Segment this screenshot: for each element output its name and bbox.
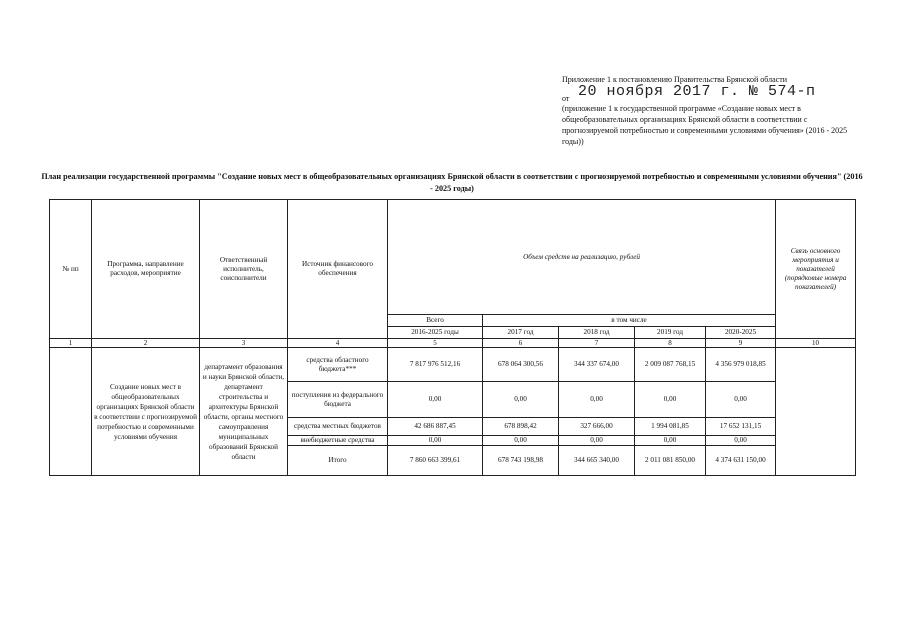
y2017-cell: 0,00 [483,436,559,446]
y2019-cell: 0,00 [635,382,706,418]
appendix-line: Приложение 1 к постановлению Правительства Брянской области [562,75,787,84]
header-executor: Ответственный исполнитель, соисполнители [200,200,288,339]
y2018-cell: 0,00 [559,382,635,418]
total-cell: 7 860 663 399,61 [388,446,483,476]
header-program: Программа, направление расходов, мероприятие [92,200,200,339]
source-cell: средства областного бюджета*** [288,348,388,382]
header-row [50,200,856,315]
column-number-row [50,339,856,348]
y2018-cell: 0,00 [559,436,635,446]
y2018-cell: 344 665 340,00 [559,446,635,476]
appendix-header [562,74,862,147]
header-2018: 2018 год [559,327,635,339]
y2017-cell: 678 743 198,98 [483,446,559,476]
col-number: 9 [706,339,776,348]
y2020-cell: 17 652 131,15 [706,418,776,436]
col-number: 7 [559,339,635,348]
header-volume: Объем средств на реализацию, рублей [388,200,776,315]
y2019-cell: 2 009 087 768,15 [635,348,706,382]
col-number: 10 [776,339,856,348]
date-line [562,85,862,103]
header-2020: 2020-2025 [706,327,776,339]
header-including: в том числе [483,315,776,327]
y2019-cell: 0,00 [635,436,706,446]
y2019-cell: 2 011 081 850,00 [635,446,706,476]
total-cell: 0,00 [388,382,483,418]
total-cell: 42 686 887,45 [388,418,483,436]
header-2017: 2017 год [483,327,559,339]
y2018-cell: 327 666,00 [559,418,635,436]
source-cell: средства местных бюджетов [288,418,388,436]
source-cell: Итого [288,446,388,476]
header-num: № пп [50,200,92,339]
col-number: 4 [288,339,388,348]
link-cell [776,348,856,476]
col-number: 1 [50,339,92,348]
col-number: 2 [92,339,200,348]
source-cell: внебюджетные средства [288,436,388,446]
col-number: 3 [200,339,288,348]
total-cell: 0,00 [388,436,483,446]
col-number: 6 [483,339,559,348]
table-row [50,348,856,382]
y2017-cell: 678 898,42 [483,418,559,436]
total-cell: 7 817 976 512,16 [388,348,483,382]
y2020-cell: 4 374 631 150,00 [706,446,776,476]
header-source: Источник финансового обеспечения [288,200,388,339]
y2017-cell: 678 064 300,56 [483,348,559,382]
header-2019: 2019 год [635,327,706,339]
decree-number-stamp: 20 ноября 2017 г. № 574-п [578,83,816,100]
y2017-cell: 0,00 [483,382,559,418]
col-number: 8 [635,339,706,348]
col-number: 5 [388,339,483,348]
y2018-cell: 344 337 674,00 [559,348,635,382]
appendix-subtitle: (приложение 1 к государственной программе «Создание новых мест в общеобразовательных организациях Брянской области в соответствии с прогнозируемой потребностью и современными условиями обучения» (2016 - 2025 годы)) [562,104,848,146]
plan-title: План реализации государственной программы "Создание новых мест в общеобразовательных организациях Брянской области в соответствии с прогнозируемой потребностью и современными условиями обучения" (2016 - 2025 годы) [41,172,863,193]
y2019-cell: 1 994 081,85 [635,418,706,436]
executor-cell: департамент образования и науки Брянской области, департамент строительства и архитектуры Брянской области, органы местного самоуправления муниципальных образований Брянской области [200,348,288,476]
source-cell: поступления из федерального бюджета [288,382,388,418]
header-total-years: 2016-2025 годы [388,327,483,339]
y2020-cell: 4 356 979 018,85 [706,348,776,382]
program-cell: Создание новых мест в общеобразовательных организациях Брянской области в соответствии с прогнозируемой потребностью и современными условиями обучения [92,348,200,476]
date-prefix: от [562,94,570,103]
header-total: Всего [388,315,483,327]
y2020-cell: 0,00 [706,382,776,418]
row-number-cell [50,348,92,476]
header-link: Связь основного мероприятия и показателей (порядковые номера показателей) [776,200,856,339]
plan-table [49,199,856,476]
y2020-cell: 0,00 [706,436,776,446]
